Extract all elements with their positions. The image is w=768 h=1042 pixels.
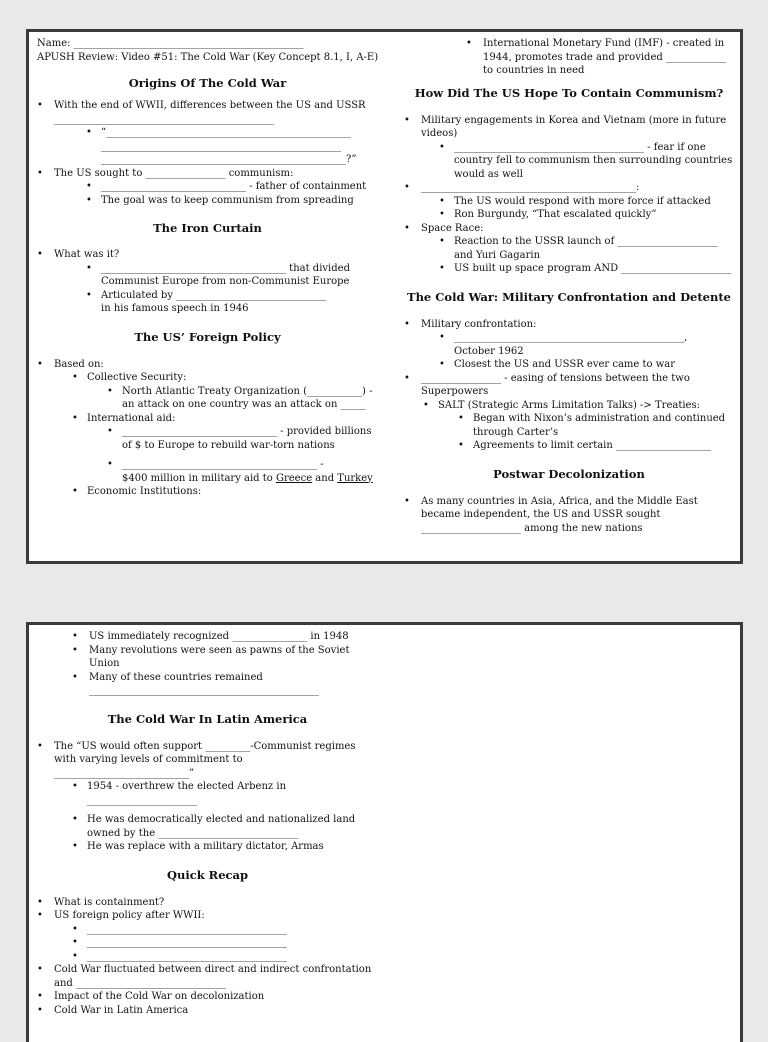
recap-decolonization: • Impact of the Cold War on decolonization bbox=[35, 990, 380, 1004]
missile-crisis-line-1: • ______________________________________________, bbox=[454, 332, 688, 343]
recap-blank-3: • ________________________________________ bbox=[70, 950, 380, 964]
sputnik-item: • Reaction to the USSR launch of ____________________ and Yuri Gagarin bbox=[437, 235, 736, 262]
recap-foreign-policy-text: US foreign policy after WWII: bbox=[54, 910, 205, 921]
iron-curtain-bullet bbox=[35, 248, 380, 316]
contain-bullet-2 bbox=[402, 181, 736, 222]
iron-curtain-question: What was it? bbox=[54, 249, 120, 260]
left-column bbox=[35, 32, 380, 499]
recap-containment: • What is containment? bbox=[35, 896, 380, 910]
heading-contain: How Did The US Hope To Contain Communism? bbox=[414, 85, 724, 100]
remained-line-1: • Many of these countries remained bbox=[89, 671, 263, 683]
heading-detente: The Cold War: Military Confrontation and Detente bbox=[407, 289, 731, 304]
missile-crisis-item bbox=[437, 331, 736, 358]
space-race-text: Space Race: bbox=[421, 222, 484, 234]
iron-curtain-definition: • _____________________________________ that divided Communist Europe from non-Communist Europe bbox=[84, 262, 380, 289]
recap-list bbox=[35, 896, 380, 1018]
quote-line-2: ________________________________________________ bbox=[101, 140, 341, 152]
decolonization-list bbox=[402, 495, 736, 536]
recap-latin-america: • Cold War in Latin America bbox=[35, 1004, 380, 1018]
recap-fluctuated-line-2: and ______________________________ bbox=[54, 977, 226, 989]
worksheet-title: APUSH Review: Video #51: The Cold War (Key Concept 8.1, I, A-E) bbox=[37, 51, 379, 63]
arbenz-line-1: • 1954 - overthrew the elected Arbenz in bbox=[87, 781, 287, 792]
greece-link[interactable]: Greece bbox=[275, 472, 313, 484]
salt-nixon-item: • Began with Nixon’s administration and continued through Carter’s bbox=[456, 412, 736, 439]
right-column bbox=[402, 32, 736, 535]
imf-list bbox=[464, 37, 736, 78]
origins-bullet-1-text: With the end of WWII, differences between the US and USSR ____________________________________________ bbox=[54, 100, 366, 125]
page-2-column bbox=[35, 625, 380, 1017]
heading-origins: Origins Of The Cold War bbox=[128, 76, 287, 90]
iron-curtain-articulated bbox=[84, 289, 380, 316]
remained-line-2: ______________________________________________ bbox=[89, 685, 319, 696]
name-field-label: Name: ______________________________________________ bbox=[37, 38, 304, 49]
economic-institutions: • Economic Institutions: bbox=[70, 485, 380, 499]
collective-security bbox=[70, 371, 380, 412]
salt-text: SALT (Strategic Arms Limitation Talks) -> Treaties: bbox=[438, 399, 700, 411]
origins-bullet-2 bbox=[35, 167, 380, 208]
nationalized-item: • He was democratically elected and nationalized land owned by the ____________________________ bbox=[70, 813, 380, 840]
imf-item: • International Monetary Fund (IMF) - created in 1944, promotes trade and provided ____________ to countries in need bbox=[464, 37, 736, 78]
heading-decolonization: Postwar Decolonization bbox=[493, 466, 645, 481]
heading-foreign-policy: The US’ Foreign Policy bbox=[134, 329, 281, 344]
origins-list bbox=[35, 99, 380, 207]
missile-crisis-line-2: October 1962 bbox=[454, 345, 524, 357]
worksheet-page-2 bbox=[26, 622, 743, 1042]
articulated-line-2: in his famous speech in 1946 bbox=[101, 303, 249, 314]
salt-item bbox=[421, 399, 736, 453]
articulated-line-1: • Articulated by ______________________________ bbox=[101, 289, 327, 301]
detente-bullet bbox=[402, 372, 736, 453]
aid-item-2-line-2 bbox=[122, 472, 380, 486]
international-aid bbox=[70, 412, 380, 486]
quote-line-3: _________________________________________________?” bbox=[101, 154, 357, 165]
aid-item-2 bbox=[105, 458, 380, 485]
recap-fluctuated-line-1: • Cold War fluctuated between direct and indirect confrontation bbox=[54, 964, 372, 975]
confrontation-bullet bbox=[402, 318, 736, 372]
aid-item-2-line-1: • _______________________________________ - bbox=[122, 459, 324, 470]
heading-iron-curtain: The Iron Curtain bbox=[153, 221, 262, 235]
collective-security-text: Collective Security: bbox=[87, 372, 187, 383]
armas-item: • He was replace with a military dictator, Armas bbox=[70, 840, 380, 854]
latin-america-bullet bbox=[35, 740, 380, 854]
decolonization-bullet: • As many countries in Asia, Africa, and the Middle East became independent, the US and USSR sought ____________________ among the new nations bbox=[402, 495, 736, 536]
recap-fluctuated bbox=[35, 963, 380, 990]
recap-blank-2: • ________________________________________ bbox=[70, 936, 380, 950]
detente-text: ________________ - easing of tensions between the two Superpowers bbox=[421, 372, 690, 397]
arbenz-item bbox=[70, 780, 380, 807]
confrontation-text: Military confrontation: bbox=[421, 318, 537, 330]
origins-quote-bullet bbox=[84, 126, 380, 167]
detente-list bbox=[402, 318, 736, 453]
contain-list bbox=[402, 114, 736, 276]
space-race-bullet bbox=[402, 222, 736, 276]
decolonization-continued-list bbox=[70, 630, 380, 698]
quote-line-1: • “_________________________________________________ bbox=[101, 127, 352, 138]
containment-goal: • The goal was to keep communism from spreading bbox=[84, 194, 380, 208]
recap-foreign-policy bbox=[35, 909, 380, 963]
latin-support-line-2: ___________________________” bbox=[54, 767, 195, 779]
origins-bullet-2-text: The US sought to ________________ communism: bbox=[54, 167, 294, 179]
domino-theory-item: • ______________________________________ - fear if one country fell to communism then surrounding countries would as well bbox=[437, 141, 736, 182]
space-program-item: • US built up space program AND ______________________ bbox=[437, 262, 736, 276]
nato-item: • North Atlantic Treaty Organization (___________) - an attack on one country was an attack on _____ bbox=[105, 385, 380, 412]
international-aid-text: International aid: bbox=[87, 412, 176, 424]
latin-america-list bbox=[35, 740, 380, 854]
respond-force-item: • The US would respond with more force if attacked bbox=[437, 195, 736, 209]
turkey-link[interactable]: Turkey bbox=[337, 472, 373, 484]
foreign-policy-list bbox=[35, 358, 380, 499]
ron-burgundy-item: • Ron Burgundy, “That escalated quickly” bbox=[437, 208, 736, 222]
contain-bullet-1-text: Military engagements in Korea and Vietnam (more in future videos) bbox=[421, 114, 727, 139]
arbenz-line-2: ______________________ bbox=[87, 794, 197, 806]
containment-father: • _____________________________ - father of containment bbox=[84, 180, 380, 194]
salt-limit-item: • Agreements to limit certain ___________________ bbox=[456, 439, 736, 453]
remained-item bbox=[70, 671, 380, 698]
contain-bullet-2-text: ___________________________________________: bbox=[421, 182, 640, 193]
aid-and: and bbox=[312, 472, 338, 484]
origins-bullet-1 bbox=[35, 99, 380, 167]
recap-blank-1: • ________________________________________ bbox=[70, 923, 380, 937]
latin-support-text: • The “US would often support _________-Communist regimes with varying levels of commitment to bbox=[54, 740, 356, 765]
aid-prefix: $400 million in military aid to bbox=[122, 472, 276, 484]
foreign-policy-bullet bbox=[35, 358, 380, 499]
heading-quick-recap: Quick Recap bbox=[166, 867, 249, 882]
iron-curtain-list bbox=[35, 248, 380, 316]
based-on-text: Based on: bbox=[54, 358, 104, 370]
contain-bullet-1 bbox=[402, 114, 736, 182]
closest-to-war-item: • Closest the US and USSR ever came to war bbox=[437, 358, 736, 372]
aid-item-1: • _______________________________ - provided billions of $ to Europe to rebuild war-torn nations bbox=[105, 425, 380, 452]
heading-latin-america: The Cold War In Latin America bbox=[107, 711, 308, 726]
worksheet-page-1 bbox=[26, 29, 743, 564]
revolutions-item: • Many revolutions were seen as pawns of the Soviet Union bbox=[70, 644, 380, 671]
israel-item: • US immediately recognized _______________ in 1948 bbox=[70, 630, 380, 644]
